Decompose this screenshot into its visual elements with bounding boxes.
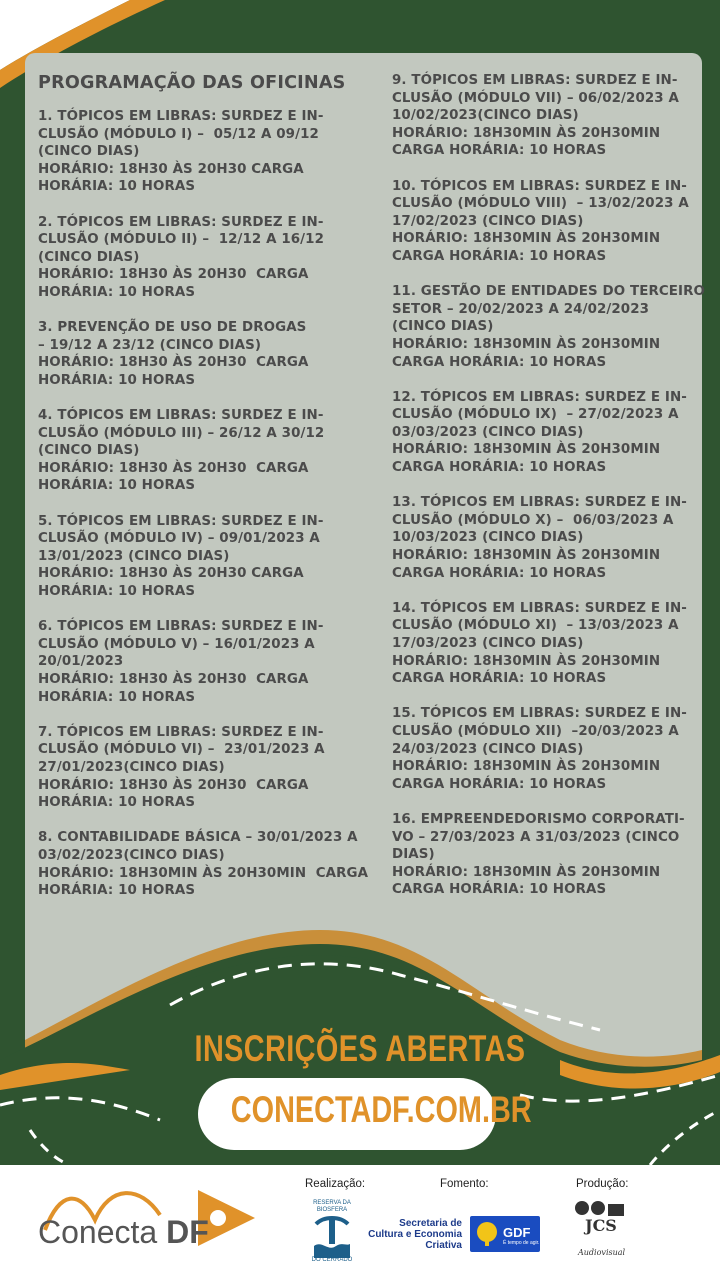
tree-wave-logo-icon (312, 1214, 352, 1258)
workshop-line: HORÁRIO: 18H30MIN ÀS 20H30MIN (392, 864, 661, 880)
workshop-line: 16. EMPREENDEDORISMO CORPORATI- (392, 811, 685, 827)
workshop-line: HORÁRIO: 18H30MIN ÀS 20H30MIN (392, 548, 661, 564)
workshop-line: CARGA HORÁRIA: 10 HORAS (392, 460, 607, 476)
workshop-line: VO – 27/03/2023 A 31/03/2023 (CINCO (392, 829, 680, 845)
workshop-line: HORÁRIO: 18H30MIN ÀS 20H30MIN (392, 442, 661, 458)
schedule-left-column (38, 72, 368, 917)
audiovisual-text: Audiovisual (578, 1248, 626, 1257)
workshop-item (392, 389, 692, 477)
gdf-tree-icon (474, 1220, 500, 1248)
workshop-line: (CINCO DIAS) (38, 144, 140, 160)
workshop-line: 03/02/2023(CINCO DIAS) (38, 847, 225, 863)
workshop-line: CLUSÃO (MÓDULO III) – 26/12 A 30/12 (38, 425, 325, 441)
page-title: PROGRAMAÇÃO DAS OFICINAS (38, 73, 346, 93)
workshop-line: HORÁRIO: 18H30 ÀS 20H30 CARGA (38, 460, 309, 476)
workshop-line: CLUSÃO (MÓDULO IV) – 09/01/2023 A (38, 531, 320, 547)
workshop-line: HORÁRIO: 18H30MIN ÀS 20H30MIN (392, 653, 661, 669)
workshop-line: 1. TÓPICOS EM LIBRAS: SURDEZ E IN- (38, 109, 324, 124)
gdf-slogan: É tempo de agir. (503, 1240, 540, 1246)
workshop-line: HORÁRIA: 10 HORAS (38, 478, 196, 494)
workshop-line: CARGA HORÁRIA: 10 HORAS (392, 143, 607, 159)
fomento-label: Fomento: (440, 1178, 489, 1190)
workshop-line: CLUSÃO (MÓDULO VI) – 23/01/2023 A (38, 742, 325, 758)
realizacao-label: Realização: (305, 1178, 366, 1190)
workshop-item (38, 407, 368, 495)
workshop-line: 9. TÓPICOS EM LIBRAS: SURDEZ E IN- (392, 73, 678, 88)
workshop-line: HORÁRIO: 18H30 ÀS 20H30 CARGA (38, 267, 309, 283)
workshop-line: – 19/12 A 23/12 (CINCO DIAS) (38, 337, 262, 353)
workshop-line: 3. PREVENÇÃO DE USO DE DROGAS (38, 320, 307, 336)
workshop-item (38, 513, 368, 601)
workshop-item (392, 811, 692, 899)
workshop-line: 8. CONTABILIDADE BÁSICA – 30/01/2023 A (38, 830, 358, 846)
gdf-text: GDF (503, 1225, 531, 1240)
workshop-line: CARGA HORÁRIA: 10 HORAS (392, 776, 607, 792)
workshop-line: CLUSÃO (MÓDULO XI) – 13/03/2023 A (392, 618, 679, 634)
workshop-line: CARGA HORÁRIA: 10 HORAS (392, 354, 607, 370)
workshop-line: 03/03/2023 (CINCO DIAS) (392, 424, 584, 440)
workshop-line: 4. TÓPICOS EM LIBRAS: SURDEZ E IN- (38, 408, 324, 424)
workshop-line: DIAS) (392, 847, 435, 863)
workshop-line: CLUSÃO (MÓDULO VIII) – 13/02/2023 A (392, 196, 689, 212)
workshop-line: CARGA HORÁRIA: 10 HORAS (392, 248, 607, 264)
workshop-line: 15. TÓPICOS EM LIBRAS: SURDEZ E IN- (392, 706, 687, 722)
workshop-item (392, 494, 692, 582)
workshop-line: 13. TÓPICOS EM LIBRAS: SURDEZ E IN- (392, 495, 687, 511)
workshop-line: 11. GESTÃO DE ENTIDADES DO TERCEIRO (392, 284, 706, 300)
secretaria-cultura-text: Secretaria de Cultura e Economia Criativa (368, 1218, 462, 1251)
workshop-line: HORÁRIO: 18H30MIN ÀS 20H30MIN CARGA (38, 865, 369, 881)
conecta-df-logo-text: Conecta DF (38, 1214, 209, 1250)
workshop-line: CLUSÃO (MÓDULO I) – 05/12 A 09/12 (38, 126, 319, 142)
workshop-line: 20/01/2023 (38, 654, 124, 670)
workshop-line: HORÁRIA: 10 HORAS (38, 584, 196, 600)
workshop-line: 17/02/2023 (CINCO DIAS) (392, 213, 584, 229)
workshop-item (38, 214, 368, 302)
reserva-biosfera-text: RESERVA DA BIOSFERA (313, 1200, 351, 1213)
schedule-right-column (392, 72, 706, 917)
reserva-cerrado-text: DO CERRADO (311, 1257, 353, 1263)
workshop-line: 6. TÓPICOS EM LIBRAS: SURDEZ E IN- (38, 619, 324, 635)
workshop-line: 27/01/2023(CINCO DIAS) (38, 759, 225, 775)
workshop-item (38, 829, 368, 899)
workshop-line: (CINCO DIAS) (38, 443, 140, 459)
workshop-line: HORÁRIA: 10 HORAS (38, 689, 196, 705)
workshop-line: HORÁRIA: 10 HORAS (38, 883, 196, 899)
workshop-line: CLUSÃO (MÓDULO V) – 16/01/2023 A (38, 636, 315, 652)
workshop-line: (CINCO DIAS) (38, 249, 140, 265)
workshop-line: HORÁRIA: 10 HORAS (38, 372, 196, 388)
jcs-logo-text: JCS (585, 1216, 617, 1235)
workshop-item (392, 705, 692, 793)
workshop-line: 17/03/2023 (CINCO DIAS) (392, 636, 584, 651)
workshop-line: HORÁRIA: 10 HORAS (38, 795, 196, 811)
producao-label: Produção: (576, 1178, 629, 1190)
workshop-line: HORÁRIO: 18H30 ÀS 20H30 CARGA (38, 161, 304, 177)
workshop-line: 2. TÓPICOS EM LIBRAS: SURDEZ E IN- (38, 214, 324, 230)
workshop-line: HORÁRIO: 18H30 ÀS 20H30 CARGA (38, 672, 309, 687)
workshop-line: HORÁRIA: 10 HORAS (38, 284, 196, 300)
url-link[interactable]: CONECTADF.COM.BR (230, 1089, 532, 1130)
workshop-line: 10. TÓPICOS EM LIBRAS: SURDEZ E IN- (392, 178, 687, 194)
workshop-line: CLUSÃO (MÓDULO X) – 06/03/2023 A (392, 512, 674, 528)
workshop-line: 14. TÓPICOS EM LIBRAS: SURDEZ E IN- (392, 600, 687, 616)
workshop-line: 7. TÓPICOS EM LIBRAS: SURDEZ E IN- (38, 724, 324, 740)
workshop-item (392, 72, 692, 160)
workshop-line: HORÁRIO: 18H30MIN ÀS 20H30MIN (392, 759, 661, 775)
workshop-item (392, 178, 692, 266)
workshop-line: 12. TÓPICOS EM LIBRAS: SURDEZ E IN- (392, 389, 687, 405)
workshop-line: 24/03/2023 (CINCO DIAS) (392, 741, 584, 757)
workshop-line: 10/03/2023 (CINCO DIAS) (392, 530, 584, 546)
workshop-item (392, 600, 692, 688)
workshop-line: HORÁRIO: 18H30MIN ÀS 20H30MIN (392, 125, 661, 141)
workshop-line: HORÁRIO: 18H30 ÀS 20H30 CARGA (38, 777, 309, 793)
workshop-line: CLUSÃO (MÓDULO IX) – 27/02/2023 A (392, 407, 679, 423)
workshop-line: SETOR – 20/02/2023 A 24/02/2023 (392, 301, 650, 317)
workshop-line: 10/02/2023(CINCO DIAS) (392, 108, 579, 124)
workshop-line: CARGA HORÁRIA: 10 HORAS (392, 671, 607, 687)
workshop-line: CARGA HORÁRIA: 10 HORAS (392, 565, 607, 581)
workshop-item (38, 108, 368, 196)
workshop-line: HORÁRIO: 18H30MIN ÀS 20H30MIN (392, 336, 661, 352)
workshop-line: HORÁRIO: 18H30MIN ÀS 20H30MIN (392, 231, 661, 247)
workshop-line: CLUSÃO (MÓDULO VII) – 06/02/2023 A (392, 90, 679, 106)
workshop-line: (CINCO DIAS) (392, 319, 494, 335)
workshop-line: HORÁRIA: 10 HORAS (38, 179, 196, 195)
workshop-item (392, 283, 706, 371)
workshop-line: 5. TÓPICOS EM LIBRAS: SURDEZ E IN- (38, 513, 324, 529)
workshop-line: HORÁRIO: 18H30 ÀS 20H30 CARGA (38, 566, 304, 582)
workshop-line: CARGA HORÁRIA: 10 HORAS (392, 882, 607, 898)
workshop-line: HORÁRIO: 18H30 ÀS 20H30 CARGA (38, 355, 309, 371)
workshop-item (38, 724, 368, 812)
workshop-item (38, 618, 368, 706)
workshop-item (38, 319, 368, 389)
workshop-line: CLUSÃO (MÓDULO II) – 12/12 A 16/12 (38, 232, 324, 248)
workshop-line: 13/01/2023 (CINCO DIAS) (38, 548, 230, 564)
registrations-open-headline: INSCRIÇÕES ABERTAS (194, 1028, 526, 1069)
workshop-line: CLUSÃO (MÓDULO XII) –20/03/2023 A (392, 723, 679, 739)
